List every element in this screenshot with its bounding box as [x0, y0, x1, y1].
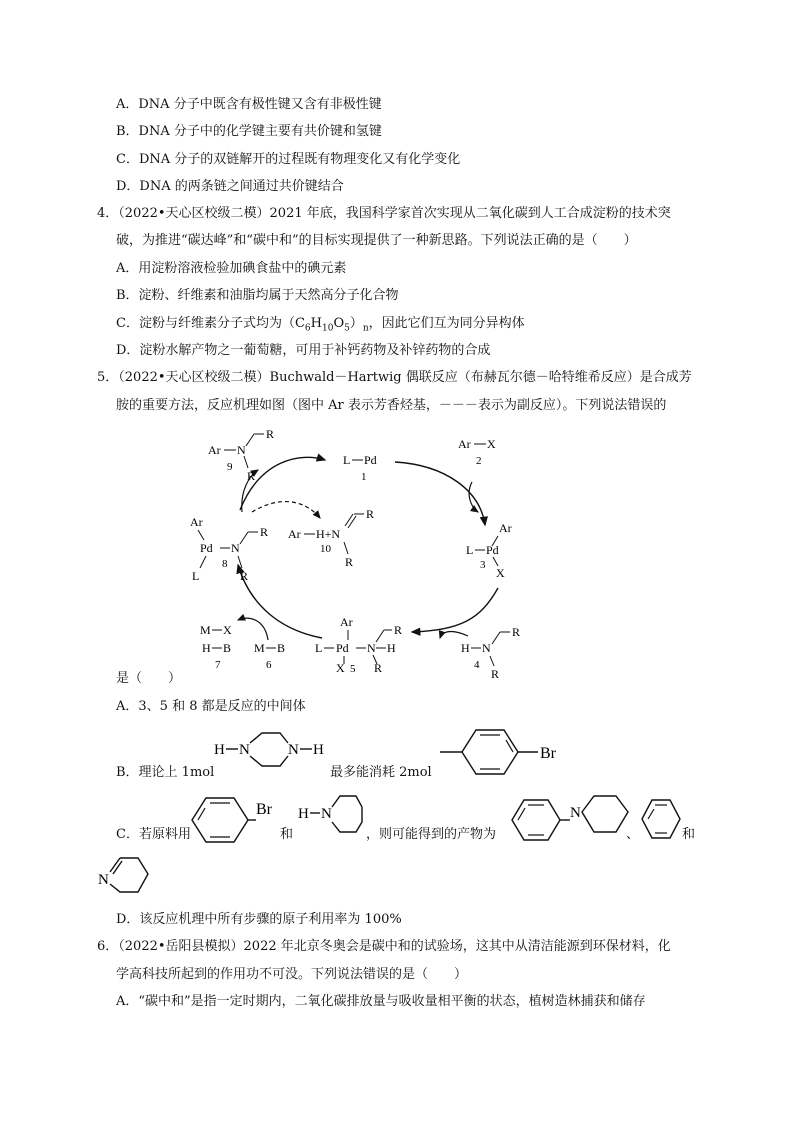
q5-stem-line1: 5．（2022•天心区校级二模）Buchwald－Hartwig 偶联反应（布赫瓦尔德－哈特维希反应）是合成芳 [97, 370, 692, 385]
c3-pd: Pd [486, 543, 499, 557]
q4-stem-line2: 破，为推进“碳达峰”和“碳中和”的目标实现提供了一种新思路。下列说法正确的是（ ） [116, 233, 637, 248]
c5-pd: Pd [336, 641, 349, 655]
c2-x: X [487, 437, 496, 451]
c7-num: 7 [215, 659, 221, 671]
q4-option-c: C．淀粉与纤维素分子式均为$(C_6H_{10}O_5)_n$，因此它们互为同分异构体 [116, 316, 525, 334]
benzene-structure [638, 796, 684, 842]
q5-option-c-and: 和 [280, 827, 294, 842]
q5-option-d: D．该反应机理中所有步骤的原子利用率为 100% [116, 912, 402, 927]
c5-r1: R [394, 623, 403, 637]
c9-r2: R [247, 469, 256, 483]
tetrahydropyridine-n: N [98, 872, 109, 888]
tetrahydropyridine-structure [96, 852, 156, 902]
c9-r1: R [266, 427, 275, 441]
q5-option-c-prefix: C．若原料用 [116, 827, 191, 842]
c7-x: X [223, 623, 232, 637]
c3-num: 3 [480, 559, 486, 571]
c1-l: L [343, 453, 351, 467]
c6-b: B [277, 641, 286, 655]
c4-num: 4 [474, 659, 480, 671]
c5-l: L [315, 641, 323, 655]
piperidine-n: N [321, 806, 332, 822]
c3-ar: Ar [499, 521, 512, 535]
c10-r2: R [345, 555, 354, 569]
mechanism-diagram [180, 420, 580, 681]
bromotoluene-br: Br [540, 745, 556, 762]
c6-m: M [254, 641, 265, 655]
piperazine-h-right: H [313, 742, 324, 758]
q4-option-b: B．淀粉、纤维素和油脂均属于天然高分子化合物 [116, 288, 399, 303]
q5-option-a: A．3、5 和 8 都是反应的中间体 [116, 699, 306, 714]
phenylpiperidine-structure [508, 792, 634, 848]
q6-option-a: A．“碳中和”是指一定时期内，二氧化碳排放量与吸收量相平衡的状态，植树造林捕获和储存 [116, 994, 646, 1009]
q3-option-d: D．DNA 的两条链之间通过共价键结合 [116, 179, 344, 194]
c7-h: H [202, 641, 211, 655]
bromotoluene-structure [436, 724, 576, 780]
c6-num: 6 [266, 659, 272, 671]
c8-num: 8 [222, 558, 228, 570]
piperazine-structure [212, 728, 332, 778]
piperazine-h-left: H [214, 742, 225, 758]
piperidine-h: H [298, 806, 309, 822]
c1-pd: Pd [364, 453, 377, 467]
c2-ar: Ar [458, 437, 471, 451]
c5-r2: R [374, 661, 383, 675]
q4-option-a: A．用淀粉溶液检验加碘食盐中的碘元素 [116, 261, 347, 276]
phenylpiperidine-n: N [570, 805, 581, 821]
q4-stem-line1: 4．（2022•天心区校级二模）2021 年底，我国科学家首次实现从二氧化碳到人工合成淀粉的技术突 [97, 206, 671, 221]
c10-h: H+N [316, 527, 341, 541]
q5-option-c-and2: 和 [682, 827, 696, 842]
c5-x: X [336, 661, 345, 675]
q5-stem-line3: 是（ ） [116, 671, 182, 686]
q3-option-a: A．DNA 分子中既含有极性键又含有非极性键 [116, 97, 382, 112]
c3-x: X [496, 566, 505, 580]
q5-stem-line2: 胺的重要方法，反应机理如图（图中 Ar 表示芳香烃基，－－－表示为副反应）。下列说法错误的 [116, 398, 667, 413]
c9-ar: Ar [208, 443, 221, 457]
c1-num: 1 [361, 471, 367, 483]
bromobenzene-br: Br [256, 801, 272, 818]
q3-option-b: B．DNA 分子中的化学键主要有共价键和氢键 [116, 124, 382, 139]
c9-n: N [237, 443, 246, 457]
c3-l: L [466, 543, 474, 557]
q5-option-c-middle: ，则可能得到的产物为 [366, 827, 497, 842]
c8-n: N [231, 541, 240, 555]
q5-option-b-prefix: B．理论上 1mol [116, 765, 215, 780]
c5-ar: Ar [340, 615, 353, 629]
c8-l: L [192, 569, 200, 583]
q6-stem-line2: 学高科技所起到的作用功不可没。下列说法错误的是（ ） [116, 967, 468, 982]
c9-num: 9 [227, 461, 233, 473]
piperazine-n-left: N [239, 742, 250, 758]
c8-pd: Pd [200, 541, 213, 555]
piperidine-structure [296, 792, 366, 848]
bromobenzene-structure [188, 792, 278, 848]
c2-num: 2 [476, 455, 482, 467]
piperazine-n-right: N [288, 742, 299, 758]
q5-option-b-middle: 最多能消耗 2mol [330, 765, 432, 780]
q6-stem-line1: 6．（2022•岳阳县模拟）2022 年北京冬奥会是碳中和的试验场，这其中从清洁能源到环保材料，化 [97, 939, 671, 954]
c7-b: B [223, 641, 232, 655]
c5-n: N [367, 641, 376, 655]
c10-num: 10 [320, 543, 331, 555]
c5-h: H [387, 641, 396, 655]
c4-n: N [482, 641, 491, 655]
c8-r2: R [240, 569, 249, 583]
c5-num: 5 [350, 663, 356, 675]
c4-r1: R [512, 625, 521, 639]
c7-m: M [200, 623, 211, 637]
q3-option-c: C．DNA 分子的双链解开的过程既有物理变化又有化学变化 [116, 152, 461, 167]
c4-r2: R [491, 667, 500, 681]
c10-ar: Ar [288, 527, 301, 541]
c4-h: H [461, 641, 470, 655]
q4-option-d: D．淀粉水解产物之一葡萄糖，可用于补钙药物及补锌药物的合成 [116, 343, 491, 358]
c10-r1: R [366, 507, 375, 521]
q5-option-c-separator: 、 [626, 827, 640, 842]
c8-r1: R [260, 525, 269, 539]
c8-ar: Ar [190, 515, 203, 529]
